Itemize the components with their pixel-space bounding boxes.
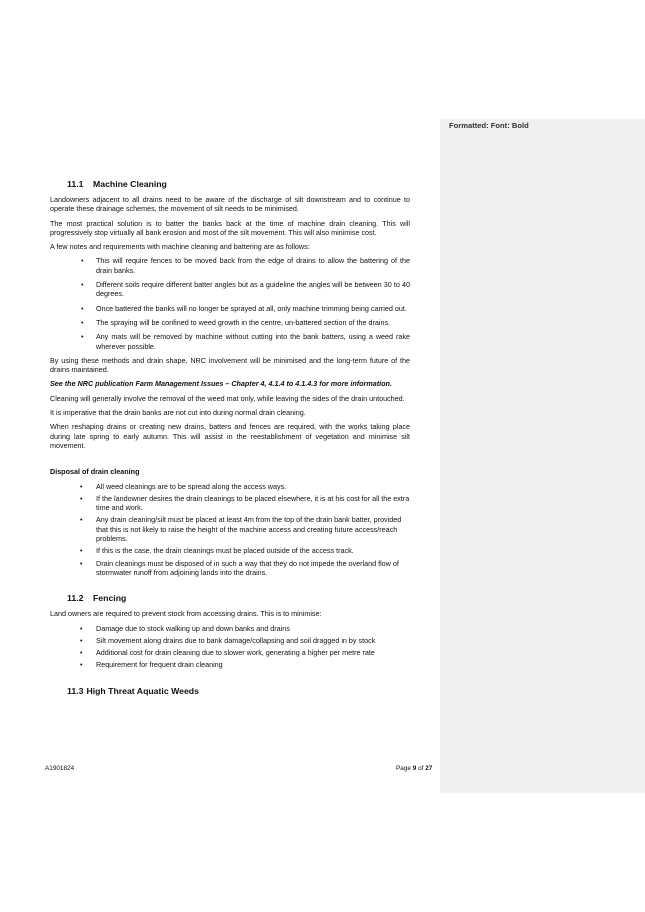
paragraph: The most practical solution is to batter the banks back at the time of machine drain cleaning. This will progressively stop virtually all bank erosion and most of the silt movement. This will also minimise cost. (50, 218, 410, 237)
list-item: • Additional cost for drain cleaning due to slower work, generating a higher per metre rate (50, 648, 410, 657)
list-item: • The spraying will be confined to weed growth in the centre, un-battered section of the drains. (50, 318, 410, 327)
paragraph: Landowners adjacent to all drains need to be aware of the discharge of silt downstream and to continue to operate these drainage schemes, the movement of silt needs to be minimised. (50, 195, 410, 214)
list-item: • If the landowner desires the drain cleanings to be placed elsewhere, it is at his cost for all the extra time and work. (50, 494, 410, 513)
list-item: • Once battered the banks will no longer be sprayed at all, only machine trimming being carried out. (50, 304, 410, 313)
section-number: 11.1 (67, 179, 84, 189)
comment-label: Formatted: Font: Bold (449, 121, 529, 130)
disposal-list (50, 482, 410, 578)
section-heading-11-2 (67, 592, 410, 604)
document-id: A1901824 (45, 765, 75, 772)
list-item: • If this is the case, the drain cleanings must be placed outside of the access track. (50, 546, 410, 555)
fencing-list (50, 624, 410, 670)
comment-pane (440, 119, 645, 793)
list-item: • Requirement for frequent drain cleaning (50, 660, 410, 669)
list-item: • Any mats will be removed by machine without cutting into the bank batters, using a weed rake wherever possible. (50, 332, 410, 351)
paragraph: Land owners are required to prevent stock from accessing drains. This is to minimise: (50, 609, 322, 619)
page-number (396, 765, 432, 772)
list-item: • Any drain cleaning/silt must be placed at least 4m from the top of the drain bank batter, provided that this is not likely to raise the height of the machine access and creating future access/reach problems. (50, 515, 410, 543)
section-number: 11.2 (67, 593, 84, 604)
paragraph: A few notes and requirements with machine cleaning and battering are as follows: (50, 242, 310, 252)
paragraph: It is imperative that the drain banks are not cut into during normal drain cleaning. (50, 408, 306, 418)
list-item: • Drain cleanings must be disposed of in such a way that they do not impede the overland flow of stormwater runoff from adjoining lands into the drains. (50, 559, 410, 578)
list-item: • All weed cleanings are to be spread along the access ways. (50, 482, 410, 491)
paragraph: By using these methods and drain shape, NRC involvement will be minimised and the long-term future of the drains maintained. (50, 355, 410, 375)
paragraph: Cleaning will generally involve the removal of the weed mat only, while leaving the sides of the drain untouched. (50, 393, 405, 403)
section-heading-11-1 (67, 178, 410, 190)
list-item: • Silt movement along drains due to bank damage/collapsing and soil dragged in by stock (50, 636, 410, 645)
machine-cleaning-list (50, 256, 410, 350)
disposal-heading: Disposal of drain cleaning (50, 467, 140, 477)
page-total: 27 (425, 765, 433, 772)
section-title: High Threat Aquatic Weeds (86, 685, 199, 696)
section-number: 11.3 (67, 685, 84, 696)
page-of: of (418, 765, 424, 772)
see-reference-note: See the NRC publication Farm Management Issues – Chapter 4, 4.1.4 to 4.1.4.3 for more information. (50, 379, 392, 389)
list-item: • Different soils require different batter angles but as a guideline the angles will be between 30 to 40 degrees. (50, 280, 410, 299)
document-body (50, 178, 410, 702)
page-prefix: Page (396, 765, 411, 772)
list-item: • This will require fences to be moved back from the edge of drains to allow the battering of the drain banks. (50, 256, 410, 275)
paragraph: When reshaping drains or creating new drains, batters and fences are required, with the works taking place during late spring to early autumn. This will assist in the reestablishment of vegetation and minimise silt movement. (50, 422, 410, 450)
list-item: • Damage due to stock walking up and down banks and drains (50, 624, 410, 633)
page-current: 9 (412, 765, 417, 772)
section-title: Fencing (93, 593, 127, 604)
section-title: Machine Cleaning (93, 179, 167, 189)
section-heading-11-3 (67, 685, 410, 697)
